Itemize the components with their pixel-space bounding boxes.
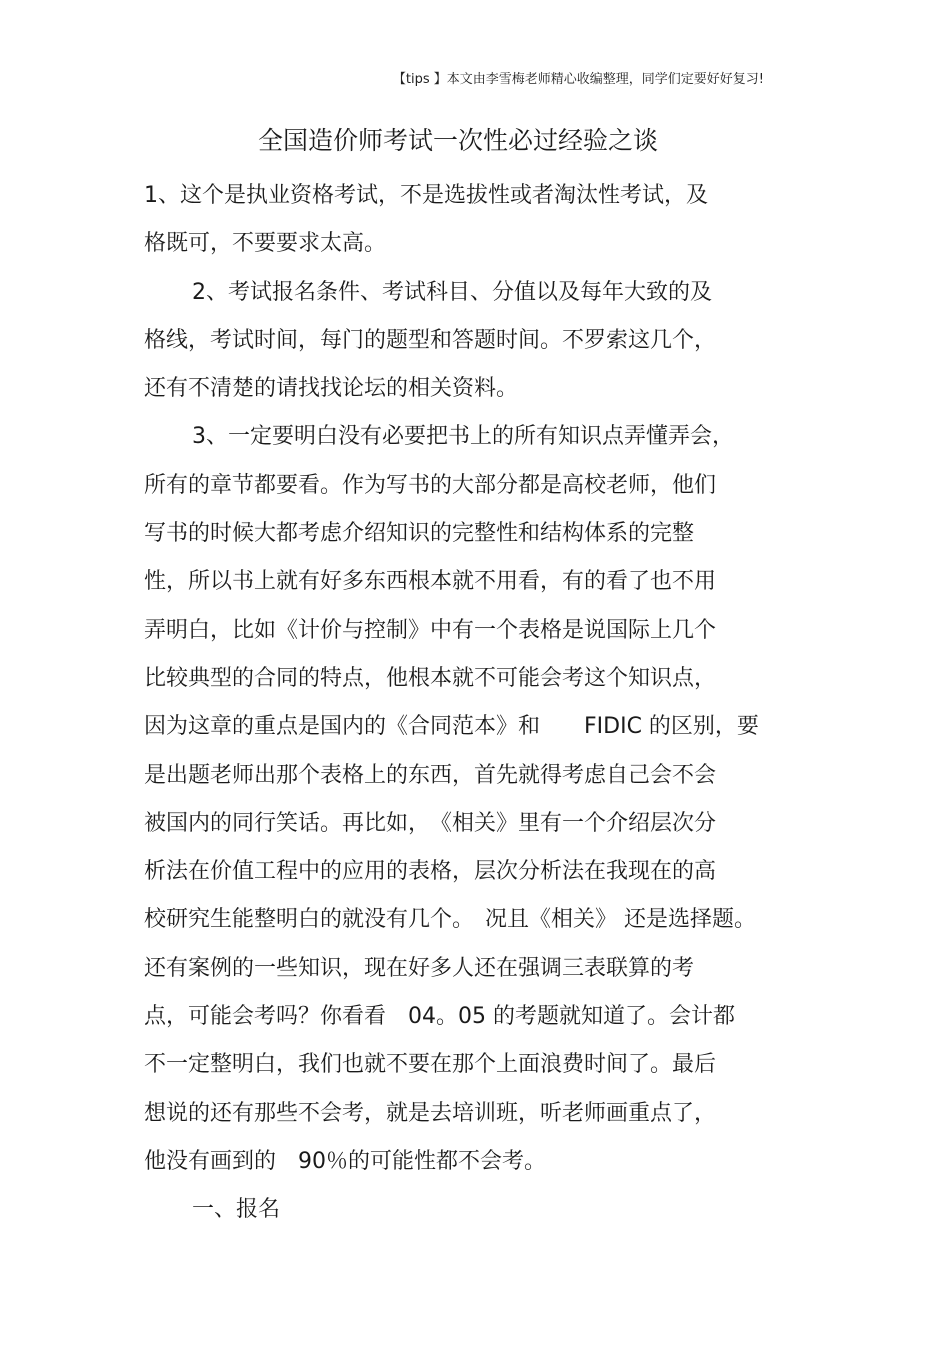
body-line: 被国内的同行笑话。再比如， 《相关》里有一个介绍层次分 <box>144 810 717 836</box>
body-line: 所有的章节都要看。作为写书的大部分都是高校老师，他们 <box>144 472 717 498</box>
body-line: 因为这章的重点是国内的《合同范本》和 FIDIC 的区别，要 <box>144 714 759 740</box>
body-line: 点，可能会考吗？你看看 04。05 的考题就知道了。会计都 <box>144 1004 735 1030</box>
section-heading: 一、报名 <box>192 1197 281 1223</box>
body-line: 校研究生能整明白的就没有几个。 况且《相关》 还是选择题。 <box>144 907 756 933</box>
body-line: 比较典型的合同的特点，他根本就不可能会考这个知识点， <box>144 665 717 691</box>
body-line: 还有不清楚的请找找论坛的相关资料。 <box>144 376 519 402</box>
body-line: 2、考试报名条件、考试科目、分值以及每年大致的及 <box>192 279 712 305</box>
document-title: 全国造价师考试一次性必过经验之谈 <box>257 126 658 155</box>
body-line: 想说的还有那些不会考，就是去培训班，听老师画重点了， <box>144 1100 717 1126</box>
body-line: 1、这个是执业资格考试，不是选拔性或者淘汰性考试，及 <box>144 183 708 208</box>
body-line: 格既可，不要要求太高。 <box>144 231 387 257</box>
body-line: 写书的时候大都考虑介绍知识的完整性和结构体系的完整 <box>144 521 695 547</box>
body-line: 3、一定要明白没有必要把书上的所有知识点弄懂弄会， <box>192 424 734 450</box>
body-line: 还有案例的一些知识，现在好多人还在强调三表联算的考 <box>144 955 695 981</box>
body-line: 性，所以书上就有好多东西根本就不用看，有的看了也不用 <box>144 569 717 595</box>
body-line: 他没有画到的 90％的可能性都不会考。 <box>144 1148 546 1174</box>
body-line: 弄明白，比如《计价与控制》中有一个表格是说国际上几个 <box>144 617 717 643</box>
body-line: 格线，考试时间，每门的题型和答题时间。不罗索这几个， <box>144 327 717 353</box>
header-tips-note: 【tips 】本文由李雪梅老师精心收编整理，同学们定要好好复习! <box>392 72 764 87</box>
document-body <box>144 181 834 1244</box>
body-line: 是出题老师出那个表格上的东西，首先就得考虑自己会不会 <box>144 762 717 788</box>
body-line: 析法在价值工程中的应用的表格，层次分析法在我现在的高 <box>144 859 717 885</box>
body-line: 不一定整明白，我们也就不要在那个上面浪费时间了。最后 <box>144 1052 717 1078</box>
